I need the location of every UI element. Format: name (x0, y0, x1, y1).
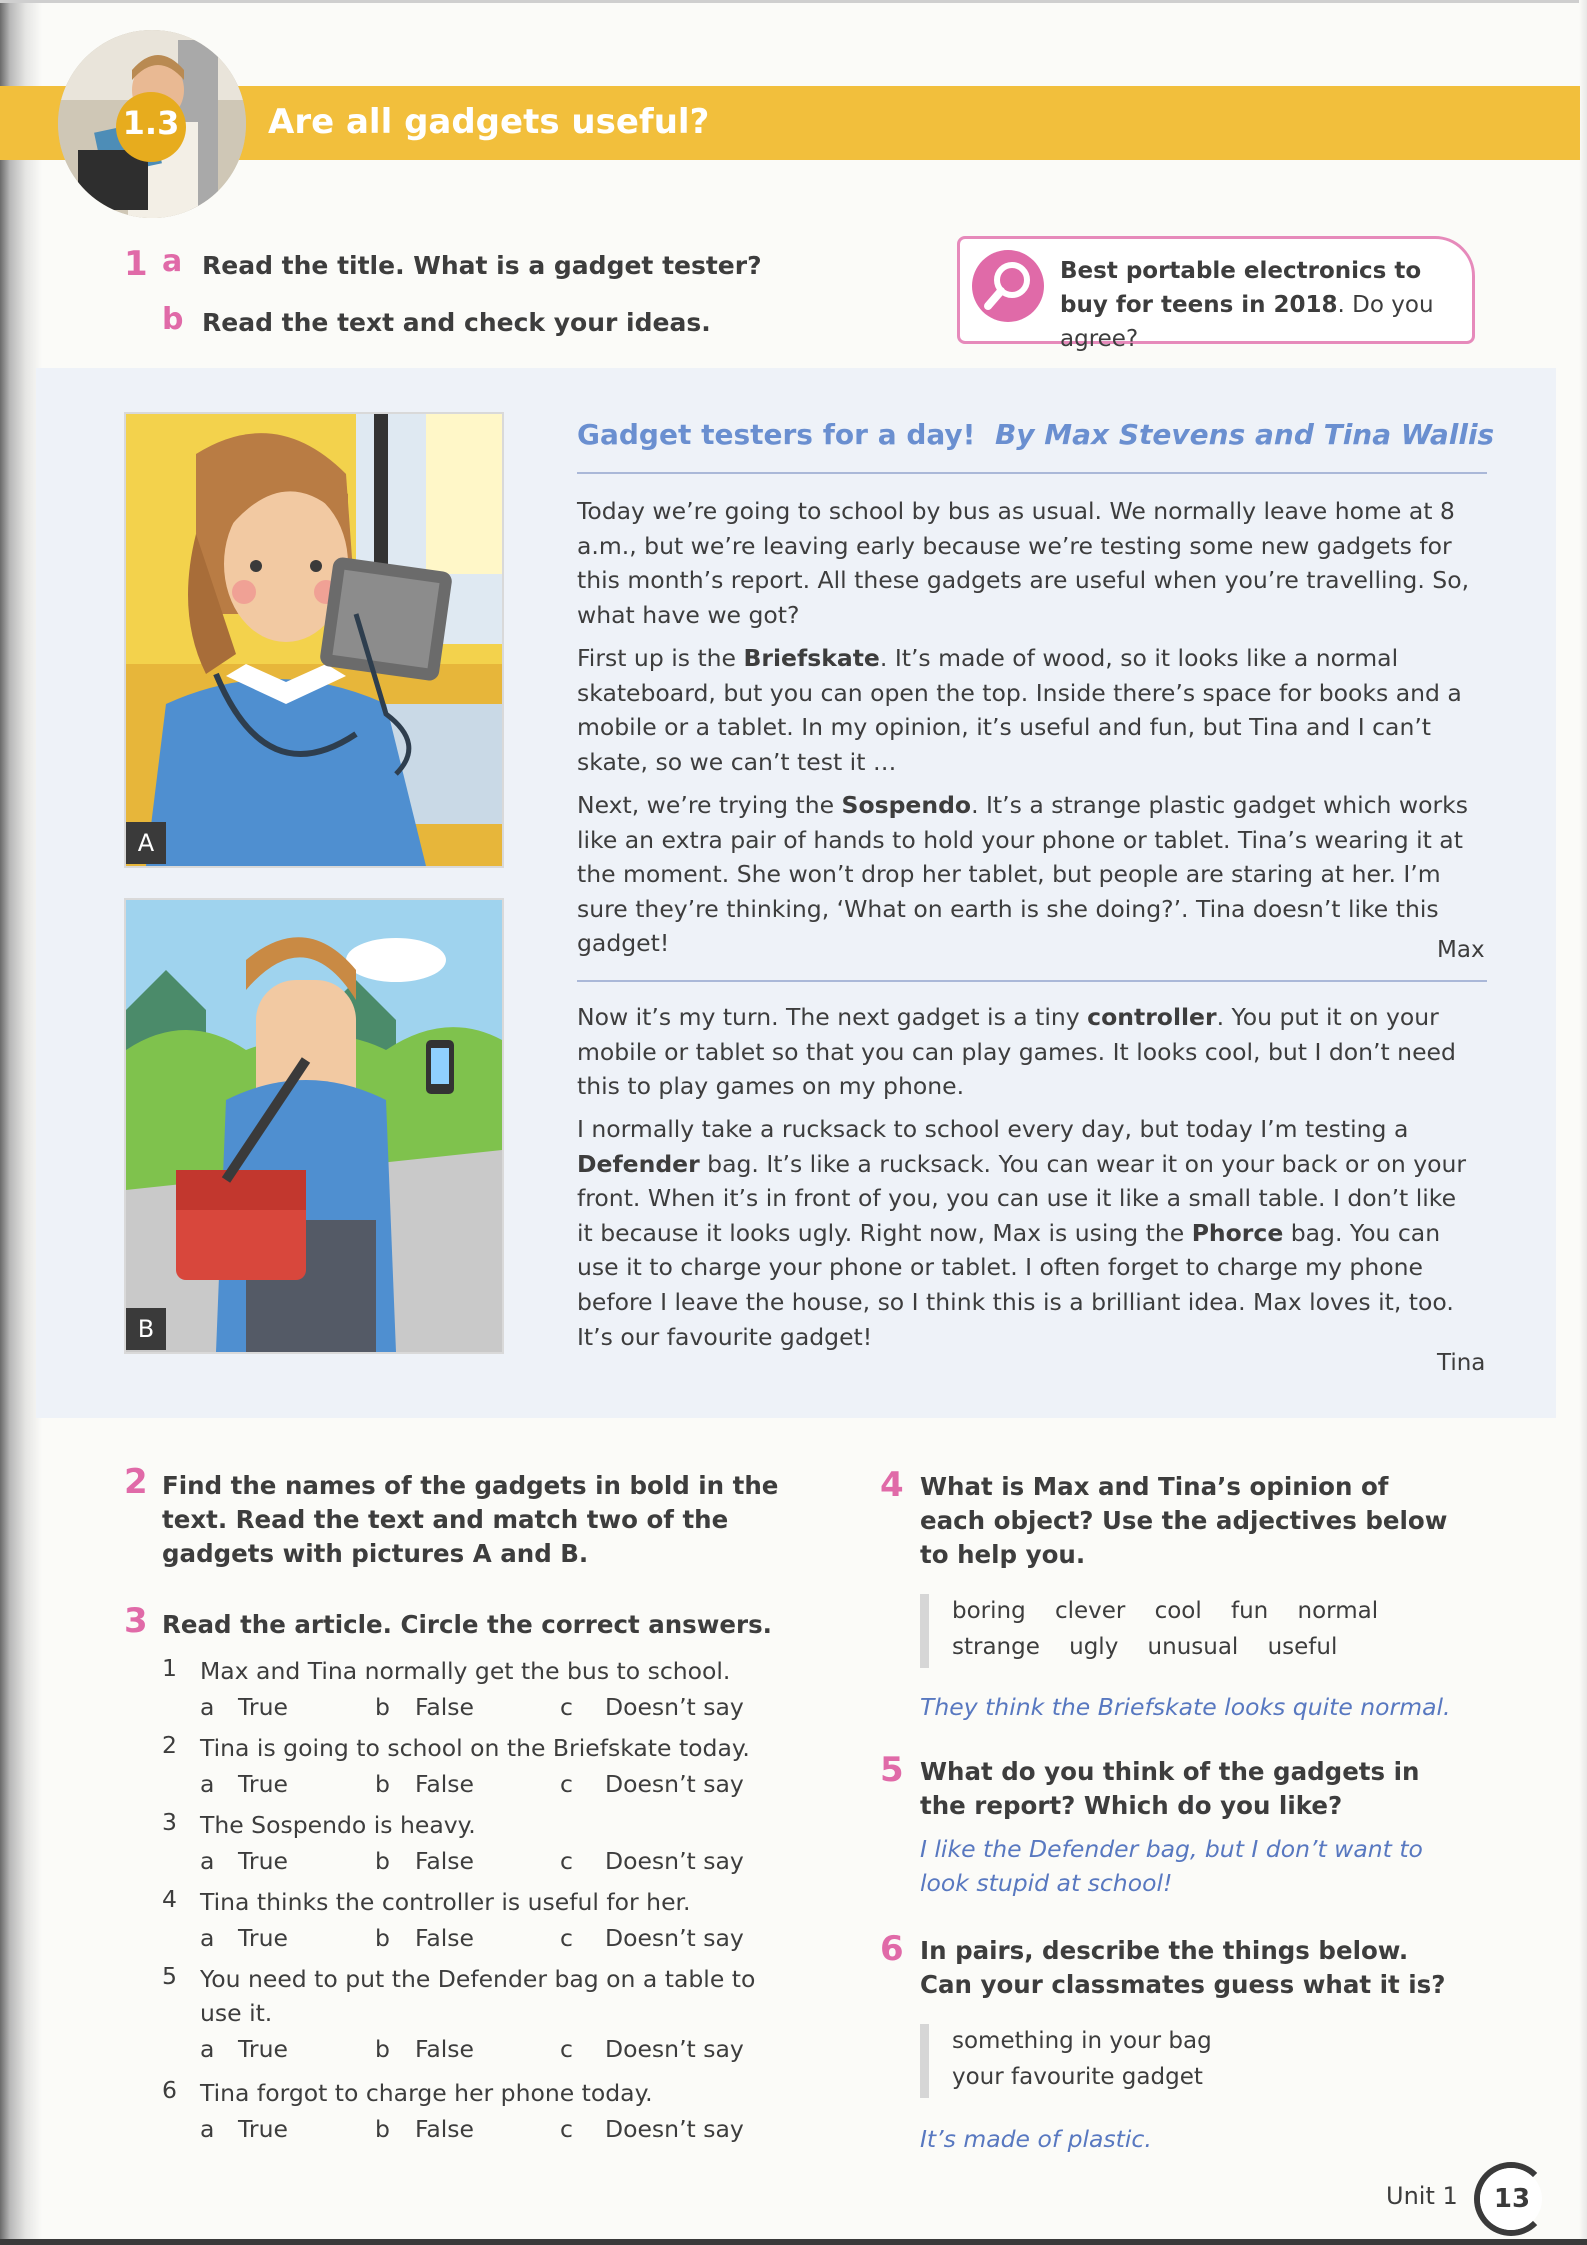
article-divider (577, 980, 1487, 982)
ex6-instruction: In pairs, describe the things below. Can your classmates guess what it is? (920, 1936, 1446, 1999)
ex6-number: 6 (880, 1929, 904, 1969)
text-run: I normally take a rucksack to school every day, but today I’m testing a (577, 1115, 1409, 1143)
text-run: . It’s made of wood, so it looks like a normal skateboard, but you can open the top. Inside there’s space for books and a mobile or a tablet. In my opinion, it’s useful and fun, but Tina and I can’t skate, so we can’t test it … (577, 644, 1462, 776)
article-title-rule (577, 472, 1487, 474)
search-prompt-bold: Best portable electronics to buy for teens in 2018 (1060, 258, 1422, 318)
ex3-option-letter: c (560, 1770, 573, 1798)
ex3-item-number: 2 (162, 1731, 177, 1759)
ex4-words-row-1: boring clever cool fun normal (952, 1598, 1379, 1624)
ex3-option-letter: b (375, 2115, 390, 2143)
ex4-instruction: What is Max and Tina’s opinion of each object? Use the adjectives below to help you. (920, 1472, 1448, 1569)
ex3-option-letter: a (200, 2115, 215, 2143)
ex3-item-number: 6 (162, 2076, 177, 2104)
ex1-b-text: Read the text and check your ideas. (202, 308, 711, 337)
girl-with-tablet-illustration (126, 414, 502, 866)
ex3-item-question: You need to put the Defender bag on a table to use it. (200, 1965, 756, 2027)
text-run: . It’s a strange plastic gadget which works like an extra pair of hands to hold your phone or tablet. Tina’s wearing it at the moment. She won’t drop her tablet, but people are staring at her. I’m sure they’re thinking, ‘What on earth is she doing?’. Tina doesn’t like this gadget! (577, 791, 1469, 958)
ex1-a-letter: a (162, 244, 183, 279)
ex3-instruction: Read the article. Circle the correct answers. (162, 1610, 772, 1639)
page-number: 13 (1493, 2184, 1531, 2214)
ex1-number: 1 (124, 244, 148, 284)
ex3-option-true[interactable]: True (238, 2115, 288, 2143)
ex3-option-doesnt-say[interactable]: Doesn’t say (605, 1924, 744, 1952)
ex3-option-letter: c (560, 1924, 573, 1952)
boy-with-bag-illustration (126, 900, 502, 1352)
ex6-example: It’s made of plastic. (920, 2125, 1152, 2153)
ex3-option-true[interactable]: True (238, 1847, 288, 1875)
ex3-item-question: Max and Tina normally get the bus to school. (200, 1657, 731, 1685)
ex3-option-false[interactable]: False (415, 1693, 474, 1721)
ex5-instruction: What do you think of the gadgets in the report? Which do you like? (920, 1757, 1420, 1820)
ex1-b-letter: b (162, 302, 184, 337)
ex3-item-question: Tina is going to school on the Briefskate today. (200, 1734, 750, 1762)
ex3-option-true[interactable]: True (238, 1693, 288, 1721)
ex3-item-number: 3 (162, 1808, 177, 1836)
ex3-option-doesnt-say[interactable]: Doesn’t say (605, 1770, 744, 1798)
ex3-item-number: 5 (162, 1962, 177, 1990)
article-paragraph-3 (577, 788, 1477, 961)
gadget-name-bold: Briefskate (743, 644, 880, 672)
article-paragraph-2 (577, 641, 1477, 779)
search-icon (972, 250, 1044, 322)
ex2-number: 2 (124, 1462, 148, 1502)
ex4-example: They think the Briefskate looks quite normal. (920, 1693, 1451, 1721)
ex3-option-true[interactable]: True (238, 1924, 288, 1952)
ex6-word-box (920, 2024, 929, 2098)
unit-label: Unit 1 (1386, 2182, 1458, 2210)
ex3-item-number: 4 (162, 1885, 177, 1913)
text-run: Now it’s my turn. The next gadget is a tiny (577, 1003, 1088, 1031)
ex3-option-letter: a (200, 1847, 215, 1875)
text-run: bag. It’s like a rucksack. You can wear it on your back or on your front. When it’s in front of you, you can use it like a small table. I don’t like it because it looks ugly. Right now, Max is using the (577, 1149, 1467, 1247)
ex3-option-false[interactable]: False (415, 2115, 474, 2143)
gadget-name-bold: controller (1087, 1003, 1217, 1031)
ex3-option-letter: a (200, 1770, 215, 1798)
ex3-number: 3 (124, 1601, 148, 1641)
ex3-item-question: Tina forgot to charge her phone today. (200, 2079, 653, 2107)
lesson-number: 1.3 (122, 104, 180, 142)
ex3-option-false[interactable]: False (415, 1924, 474, 1952)
ex3-option-letter: b (375, 1924, 390, 1952)
ex3-option-letter: a (200, 1924, 215, 1952)
lesson-title: Are all gadgets useful? (268, 102, 710, 142)
ex3-option-letter: c (560, 2035, 573, 2063)
gadget-name-bold: Defender (577, 1149, 700, 1178)
ex3-option-letter: c (560, 1693, 573, 1721)
gadget-name-bold: Sospendo (841, 791, 972, 819)
ex3-option-letter: b (375, 1770, 390, 1798)
picture-b-label: B (126, 1308, 166, 1350)
ex3-option-doesnt-say[interactable]: Doesn’t say (605, 2115, 744, 2143)
ex3-item-number: 1 (162, 1654, 177, 1682)
ex2-instruction: Find the names of the gadgets in bold in the text. Read the text and match two of the gadgets with pictures A and B. (162, 1471, 779, 1568)
ex3-option-letter: b (375, 1693, 390, 1721)
ex4-word-box (920, 1594, 929, 1668)
article-paragraph-5 (577, 1112, 1477, 1354)
article-paragraph-4 (577, 1000, 1477, 1104)
ex3-option-letter: c (560, 2115, 573, 2143)
author-signature-max: Max (1437, 937, 1485, 963)
text-run: First up is the (577, 644, 744, 672)
page-bottom-edge (0, 2239, 1587, 2245)
page-right-edge (1579, 0, 1587, 2245)
ex3-option-letter: c (560, 1847, 573, 1875)
ex5-number: 5 (880, 1750, 904, 1790)
text-run: . You put it on your mobile or tablet so that you can play games. It looks cool, but I don’t need this to play games on my phone. (577, 1003, 1456, 1101)
ex3-option-true[interactable]: True (238, 1770, 288, 1798)
article-paragraph-1: Today we’re going to school by bus as usual. We normally leave home at 8 a.m., but we’re leaving early because we’re testing some new gadgets for this month’s report. All these gadgets are useful when you’re travelling. So, what have we got? (577, 497, 1470, 629)
ex1-a-text: Read the title. What is a gadget tester? (202, 251, 762, 280)
article-title-line (577, 418, 1494, 451)
ex3-option-letter: a (200, 1693, 215, 1721)
search-prompt-normal: . Do you agree? (1060, 292, 1434, 352)
article-byline: By Max Stevens and Tina Wallis (994, 418, 1495, 451)
ex3-option-doesnt-say[interactable]: Doesn’t say (605, 2035, 744, 2063)
picture-a-label: A (126, 822, 166, 864)
ex3-option-true[interactable]: True (238, 2035, 288, 2063)
picture-a (124, 412, 504, 868)
picture-b (124, 898, 504, 1354)
ex4-words-row-2: strange ugly unusual useful (952, 1634, 1338, 1660)
ex6-word-1: something in your bag (952, 2028, 1212, 2054)
ex5-example: I like the Defender bag, but I don’t want to look stupid at school! (920, 1835, 1423, 1897)
ex3-item-question: The Sospendo is heavy. (200, 1811, 476, 1839)
ex3-option-letter: a (200, 2035, 215, 2063)
ex3-option-doesnt-say[interactable]: Doesn’t say (605, 1847, 744, 1875)
ex3-option-false[interactable]: False (415, 2035, 474, 2063)
ex3-option-doesnt-say[interactable]: Doesn’t say (605, 1693, 744, 1721)
ex3-option-false[interactable]: False (415, 1770, 474, 1798)
ex3-option-letter: b (375, 1847, 390, 1875)
gadget-name-bold: Phorce (1191, 1218, 1284, 1247)
search-prompt-text (1060, 254, 1460, 356)
ex6-word-2: your favourite gadget (952, 2064, 1203, 2090)
text-run: Next, we’re trying the (577, 791, 842, 819)
search-icon-badge (972, 250, 1044, 322)
ex3-option-false[interactable]: False (415, 1847, 474, 1875)
page-top-edge (0, 0, 1587, 3)
author-signature-tina: Tina (1437, 1350, 1486, 1376)
ex4-number: 4 (880, 1465, 904, 1505)
article-title: Gadget testers for a day! (577, 418, 976, 451)
ex3-option-letter: b (375, 2035, 390, 2063)
text-run: bag. You can use it to charge your phone or tablet. I often forget to charge my phone before I leave the house, so I think this is a brilliant idea. Max loves it, too. It’s our favourite gadget! (577, 1218, 1454, 1351)
ex3-item-question: Tina thinks the controller is useful for her. (200, 1888, 691, 1916)
